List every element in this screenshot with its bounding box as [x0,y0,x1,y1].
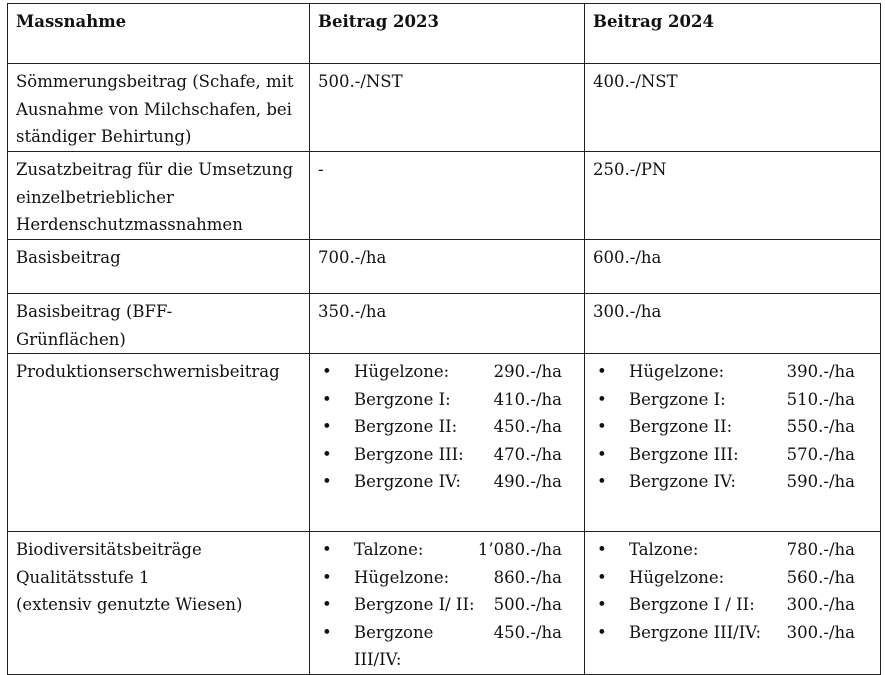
value-2023-cell: 500.-/NST [310,64,585,152]
zone-label: Bergzone I/ II: [354,595,475,614]
zone-value: 300.-/ha [786,595,855,614]
zone-label: Bergzone I: [629,389,726,409]
zone-value: 410.-/ha [493,389,562,409]
bullet-icon: • [322,444,332,464]
bullet-icon: • [322,622,332,642]
table-row [8,240,881,294]
bullet-icon: • [322,472,332,491]
list-item [593,536,874,564]
bullet-icon: • [597,567,607,587]
value-2023-cell: - [310,152,585,240]
measure-cell [8,294,310,354]
measure-line: Biodiversitätsbeiträge [16,540,202,559]
bullet-icon: • [597,540,607,559]
value-2024-cell: 250.-/PN [585,152,881,240]
zone-label: Bergzone IV: [354,472,461,491]
zone-list-2023 [318,358,578,496]
zone-label: Bergzone I: [354,389,451,409]
bullet-icon: • [322,595,332,614]
zone-label: Bergzone III: [354,444,464,464]
list-item [593,441,874,469]
zone-value: 570.-/ha [786,444,855,464]
list-item [318,441,578,469]
list-item [318,564,578,592]
list-item [593,619,874,647]
value-2023-cell [310,532,585,675]
list-item [593,591,874,619]
zone-value: 300.-/ha [786,622,855,642]
header-beitrag-2023: Beitrag 2023 [310,4,585,64]
measure-cell: Zusatzbeitrag für die Umsetzung einzelbetrieblicher Herdenschutzmassnahmen [8,152,310,240]
zone-value: 500.-/ha [493,595,562,614]
measure-line: (extensiv genutzte Wiesen) [16,595,243,614]
contribution-table [7,3,881,675]
value-2023-cell [310,354,585,532]
zone-label: Hügelzone: [629,362,725,381]
zone-label: Bergzone II: [629,417,733,436]
zone-value: 510.-/ha [786,389,855,409]
table-row [8,294,881,354]
value-2024-cell [585,532,881,675]
bullet-icon: • [597,362,607,381]
zone-list-2024 [593,358,874,496]
list-item [593,564,874,592]
table-header-row [8,4,881,64]
table-row [8,64,881,152]
zone-list-2024 [593,536,874,646]
list-item [318,536,578,564]
value-2024-cell [585,354,881,532]
zone-value: 450.-/ha [493,417,562,436]
zone-label: Bergzone III: [629,444,739,464]
bullet-icon: • [322,389,332,409]
header-beitrag-2024: Beitrag 2024 [585,4,881,64]
zone-label: Bergzone IV: [629,472,736,491]
header-massnahme: Massnahme [8,4,310,64]
bullet-icon: • [322,417,332,436]
zone-label: Talzone: [354,540,424,559]
zone-label: Hügelzone: [354,567,450,587]
list-item [593,386,874,414]
list-item [318,358,578,386]
zone-list-2023 [318,536,578,674]
table-row [8,354,881,532]
list-item [318,468,578,496]
measure-cell [8,532,310,675]
value-2024-cell: 400.-/NST [585,64,881,152]
zone-value: 290.-/ha [493,362,562,381]
zone-value: 550.-/ha [786,417,855,436]
zone-value: 860.-/ha [493,567,562,587]
zone-label: Hügelzone: [629,567,725,587]
zone-value: 780.-/ha [786,540,855,559]
bullet-icon: • [597,472,607,491]
table-row [8,532,881,675]
list-item [593,413,874,441]
value-2023-cell: 700.-/ha [310,240,585,294]
measure-text: Basisbeitrag (BFF-Grünflächen) [16,302,173,349]
list-item [593,468,874,496]
zone-label: Talzone: [629,540,699,559]
zone-label: Bergzone II: [354,417,458,436]
bullet-icon: • [597,595,607,614]
zone-label: Hügelzone: [354,362,450,381]
measure-cell: Produktionserschwernisbeitrag [8,354,310,532]
measure-cell: Sömmerungsbeitrag (Schafe, mit Ausnahme von Milchschafen, bei ständiger Behirtung) [8,64,310,152]
value-2024-cell: 600.-/ha [585,240,881,294]
zone-value: 590.-/ha [786,472,855,491]
bullet-icon: • [597,622,607,642]
list-item [318,619,578,674]
zone-label: Bergzone I / II: [629,595,755,614]
list-item [318,591,578,619]
bullet-icon: • [322,540,332,559]
bullet-icon: • [322,362,332,381]
list-item [318,413,578,441]
zone-label: Bergzone III/IV: [354,622,434,669]
value-2024-cell: 300.-/ha [585,294,881,354]
list-item [593,358,874,386]
zone-value: 450.-/ha [493,622,562,642]
bullet-icon: • [597,417,607,436]
bullet-icon: • [597,389,607,409]
zone-value: 1’080.-/ha [477,540,562,559]
measure-line: Qualitätsstufe 1 [16,567,150,587]
zone-value: 390.-/ha [786,362,855,381]
measure-cell: Basisbeitrag [8,240,310,294]
zone-value: 490.-/ha [493,472,562,491]
bullet-icon: • [597,444,607,464]
zone-label: Bergzone III/IV: [629,622,762,642]
list-item [318,386,578,414]
zone-value: 470.-/ha [493,444,562,464]
bullet-icon: • [322,567,332,587]
table-row [8,152,881,240]
zone-value: 560.-/ha [786,567,855,587]
value-2023-cell: 350.-/ha [310,294,585,354]
